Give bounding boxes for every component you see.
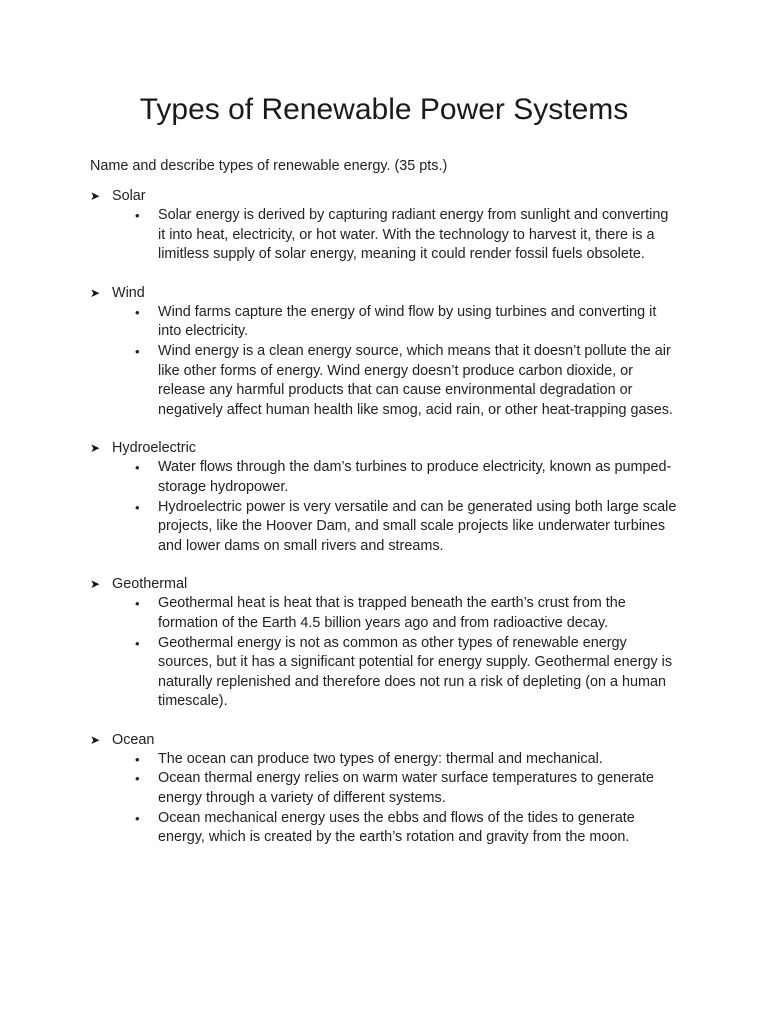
bullet-dot-icon: • — [135, 208, 140, 223]
section-wind — [90, 283, 690, 421]
section-heading — [90, 186, 690, 206]
intro-text: Name and describe types of renewable energy. (35 pts.) — [90, 158, 448, 174]
point-text: Geothermal energy is not as common as other types of renewable energy sources, but it has a significant potential for energy supply. Geothermal energy is naturally replenished and therefore does not run a risk of depleting (on a human timescale). — [158, 634, 673, 710]
list-item — [90, 809, 678, 848]
list-item — [90, 458, 678, 497]
page-title: Types of Renewable Power Systems — [139, 93, 629, 126]
section-heading-label: Geothermal — [112, 576, 188, 593]
point-text: Geothermal heat is heat that is trapped beneath the earth’s crust from the formation of the Earth 4.5 billion years ago and from radioactive decay. — [158, 595, 626, 631]
list-item — [90, 634, 678, 712]
point-list — [90, 303, 690, 421]
point-text: Wind farms capture the energy of wind flow by using turbines and converting it into electricity. — [158, 303, 657, 340]
section-heading — [90, 574, 690, 594]
bullet-dot-icon: • — [135, 771, 140, 787]
arrow-bullet-icon: ➤ — [90, 732, 101, 747]
section-heading — [90, 730, 690, 750]
arrow-bullet-icon: ➤ — [90, 577, 101, 592]
arrow-bullet-icon: ➤ — [90, 189, 101, 203]
bullet-dot-icon: • — [135, 499, 140, 515]
arrow-bullet-icon: ➤ — [90, 441, 101, 456]
bullet-dot-icon: • — [135, 460, 140, 476]
point-list — [90, 458, 690, 556]
bullet-dot-icon: • — [135, 596, 140, 612]
section-heading — [90, 438, 690, 458]
point-text: Ocean mechanical energy uses the ebbs and flows of the tides to generate energy, which is created by the earth’s rotation and gravity from the moon. — [158, 809, 635, 846]
section-solar — [90, 186, 690, 265]
bullet-dot-icon: • — [135, 343, 140, 359]
point-text: Hydroelectric power is very versatile and can be generated using both large scale projects, like the Hoover Dam, and small scale projects like underwater turbines and lower dams on small rivers and streams. — [158, 498, 677, 554]
point-text: Wind energy is a clean energy source, which means that it doesn’t pollute the air like other forms of energy. Wind energy doesn’t produce carbon dioxide, or release any harmful products that can cause environmental degradation or negatively affect human health like smog, acid rain, or other heat-trapping gases. — [158, 342, 673, 418]
section-heading-label: Wind — [112, 284, 145, 301]
list-item — [90, 342, 678, 420]
section-heading-label: Ocean — [112, 731, 155, 748]
section-heading-label: Hydroelectric — [112, 440, 196, 457]
point-text: The ocean can produce two types of energy: thermal and mechanical. — [158, 750, 603, 767]
bullet-dot-icon: • — [135, 751, 140, 767]
list-item — [90, 594, 678, 633]
point-list — [90, 206, 690, 265]
point-text: Ocean thermal energy relies on warm water surface temperatures to generate energy through a variety of different systems. — [158, 770, 654, 807]
list-item — [90, 303, 678, 342]
section-heading — [90, 283, 690, 303]
bullet-dot-icon: • — [135, 810, 140, 826]
section-heading-label: Solar — [112, 188, 146, 204]
point-list — [90, 594, 690, 712]
section-geothermal — [90, 574, 690, 712]
list-item — [90, 750, 678, 770]
list-item — [90, 769, 678, 808]
list-item — [90, 206, 678, 265]
list-item — [90, 498, 678, 557]
bullet-dot-icon: • — [135, 304, 140, 320]
section-hydroelectric — [90, 438, 690, 556]
section-ocean — [90, 730, 690, 848]
section-list — [90, 186, 690, 866]
point-text: Water flows through the dam’s turbines to produce electricity, known as pumped-storage hydropower. — [158, 459, 672, 495]
point-list — [90, 750, 690, 848]
arrow-bullet-icon: ➤ — [90, 285, 101, 300]
point-text: Solar energy is derived by capturing radiant energy from sunlight and converting it into heat, electricity, or hot water. With the technology to harvest it, there is a limitless supply of solar energy, meaning it could render fossil fuels obsolete. — [158, 207, 669, 263]
bullet-dot-icon: • — [135, 635, 140, 651]
